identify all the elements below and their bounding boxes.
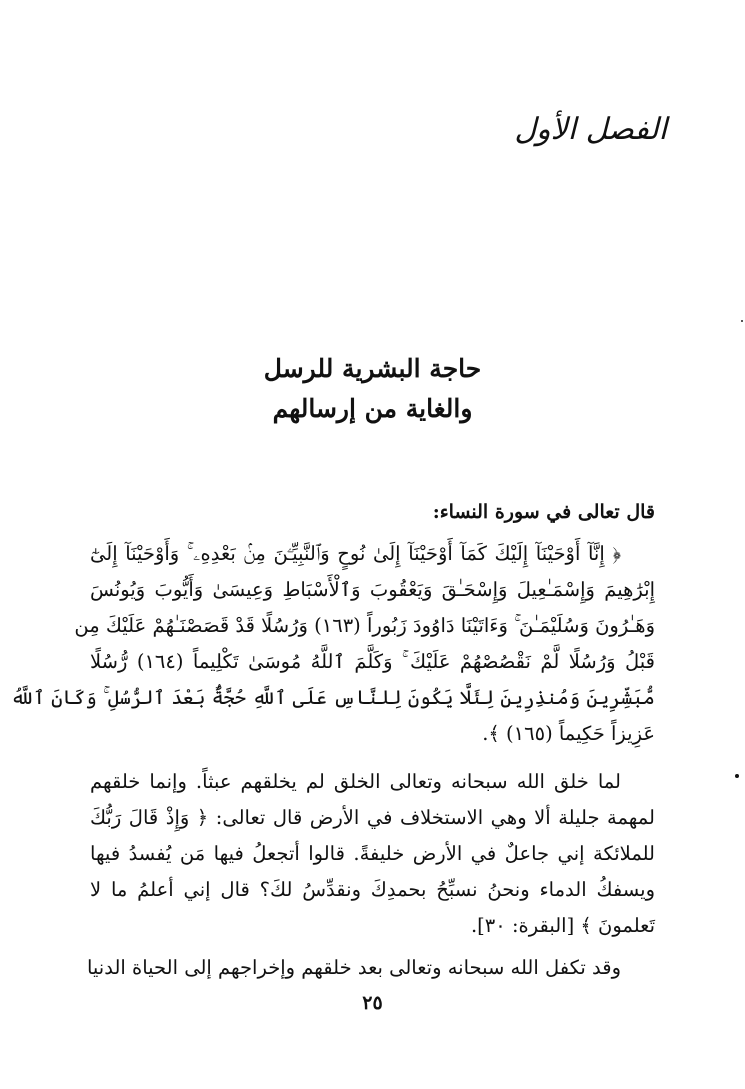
- quran-verse-line: مُّبَشِّرِينَ وَمُنذِرِينَ لِئَلَّا يَكُونَ لِلنَّاسِ عَلَى ٱللَّهِ حُجَّةٌۢ بَعْدَ ٱلرُّسُلِ ۚ وَكَانَ ٱللَّهُ: [10, 686, 655, 709]
- paragraph-line: للملائكة إني جاعلٌ في الأرض خليفةً. قالوا أتجعلُ فيها مَن يُفسدُ فيها: [90, 842, 655, 865]
- page-number: ٢٥: [362, 992, 383, 1014]
- paragraph-line: تَعلمونَ ﴾ [البقرة: ٣٠].: [470, 914, 655, 937]
- verse-intro-label: قال تعالى في سورة النساء:: [432, 501, 655, 523]
- paragraph-line: لما خلق الله سبحانه وتعالى الخلق لم يخلقهم عبثاً. وإنما خلقهم: [90, 770, 621, 793]
- section-heading-line-1: حاجة البشرية للرسل: [263, 354, 482, 383]
- quran-verse-line: وَهَـٰرُونَ وَسُلَيْمَـٰنَ ۚ وَءَاتَيْنَا دَاوُودَ زَبُوراً (١٦٣) وَرُسُلًا قَدْ قَصَصْنَـٰهُمْ عَلَيْكَ مِن: [74, 614, 655, 637]
- section-heading-line-2: والغاية من إرسالهم: [272, 394, 473, 423]
- scan-speck: [741, 320, 743, 322]
- quran-verse-line: إِبْرَٰهِيمَ وَإِسْمَـٰعِيلَ وَإِسْحَـٰقَ وَيَعْقُوبَ وَٱلْأَسْبَاطِ وَعِيسَىٰ وَأَيُّوبَ وَيُونُسَ: [90, 578, 655, 601]
- paragraph-line: ويسفكُ الدماء ونحنُ نسبِّحُ بحمدِكَ ونقدِّسُ لكَ؟ قال إني أعلمُ ما لا: [90, 878, 655, 901]
- paragraph-line: لمهمة جليلة ألا وهي الاستخلاف في الأرض قال تعالى: ﴿ وَإِذْ قَالَ رَبُّكَ: [90, 806, 655, 829]
- paragraph-line: وقد تكفل الله سبحانه وتعالى بعد خلقهم وإخراجهم إلى الحياة الدنيا: [86, 956, 621, 979]
- margin-dot: [735, 774, 739, 778]
- chapter-title: الفصل الأول: [514, 112, 667, 147]
- quran-verse-line: ﴿ إِنَّآ أَوْحَيْنَآ إِلَيْكَ كَمَآ أَوْحَيْنَآ إِلَىٰ نُوحٍ وَٱلنَّبِيِّـۧنَ مِنۢ بَعْدِهِۦ ۚ وَأَوْحَيْنَآ إِلَىٰٓ: [90, 542, 621, 565]
- quran-verse-line: قَبْلُ وَرُسُلًا لَّمْ نَقْصُصْهُمْ عَلَيْكَ ۚ وَكَلَّمَ ٱللَّهُ مُوسَىٰ تَكْلِيماً (١٦٤) رُّسُلًا: [90, 650, 655, 673]
- quran-verse-line: عَزِيزاً حَكِيماً (١٦٥) ﴾.: [482, 722, 655, 745]
